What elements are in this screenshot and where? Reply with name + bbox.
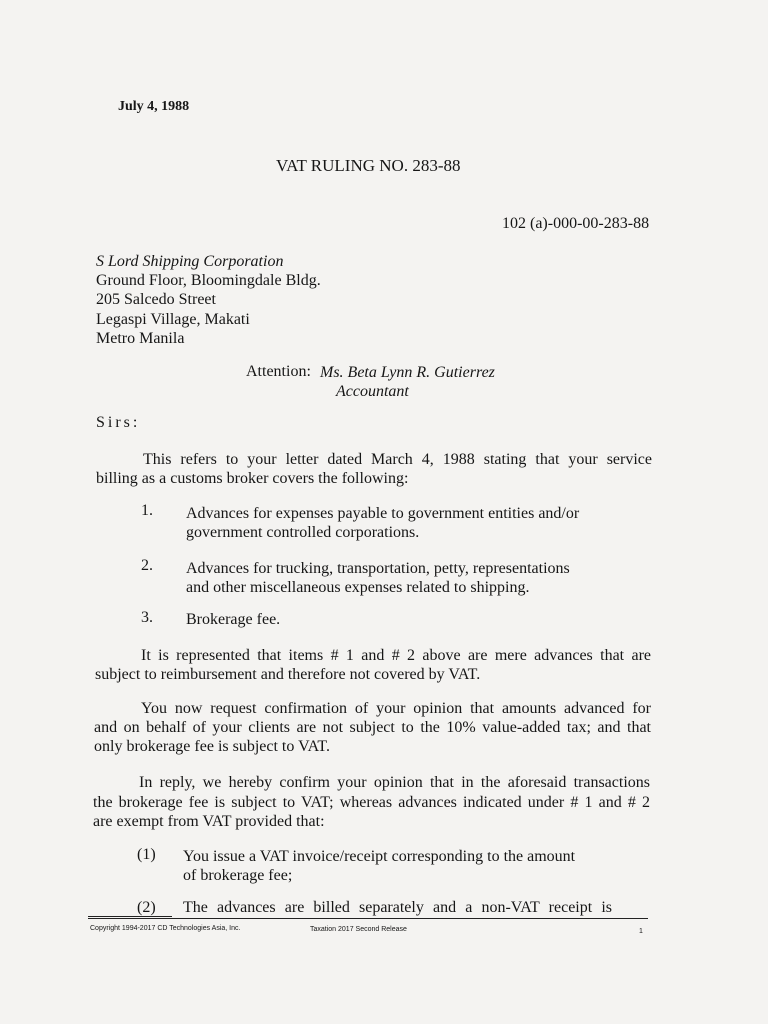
list-item-line: Advances for expenses payable to government entities and/or xyxy=(186,505,580,522)
paragraph-line: only brokerage fee is subject to VAT. xyxy=(94,738,330,755)
paragraph-line: It is represented that items # 1 and # 2 above are mere advances that are xyxy=(141,647,651,664)
paragraph-line: You now request confirmation of your opinion that amounts advanced for xyxy=(141,700,651,717)
condition-number: (1) xyxy=(137,846,156,863)
attention-title: Accountant xyxy=(336,383,409,400)
list-item-line: Advances for trucking, transportation, petty, representations xyxy=(186,560,570,577)
ruling-title: VAT RULING NO. 283-88 xyxy=(276,156,461,175)
list-item-line: government controlled corporations. xyxy=(186,524,420,541)
list-item-line: Brokerage fee. xyxy=(186,611,281,628)
footer-page-number: 1 xyxy=(639,928,643,935)
list-item-line: and other miscellaneous expenses related to shipping. xyxy=(186,579,530,596)
list-item-number: 1. xyxy=(141,502,153,519)
attention-name: Ms. Beta Lynn R. Gutierrez xyxy=(320,364,495,381)
letter-date: July 4, 1988 xyxy=(118,99,190,114)
footer-rule xyxy=(88,916,172,917)
address-line: Ground Floor, Bloomingdale Bldg. xyxy=(96,272,321,289)
address-line: Legaspi Village, Makati xyxy=(96,311,250,328)
footer-release: Taxation 2017 Second Release xyxy=(310,926,407,933)
salutation: Sirs: xyxy=(96,414,141,431)
paragraph-line: This refers to your letter dated March 4, 1988 stating that your service xyxy=(143,451,652,468)
address-line: 205 Salcedo Street xyxy=(96,291,216,308)
attention-label: Attention: xyxy=(246,363,311,380)
condition-line: The advances are billed separately and a non-VAT receipt is xyxy=(183,899,612,916)
paragraph-line: In reply, we hereby confirm your opinion that in the aforesaid transactions xyxy=(139,774,650,791)
paragraph-line: the brokerage fee is subject to VAT; whereas advances indicated under # 1 and # 2 xyxy=(93,794,650,811)
address-line: Metro Manila xyxy=(96,330,185,347)
footer-rule xyxy=(88,918,648,919)
list-item-number: 3. xyxy=(141,609,153,626)
paragraph-line: and on behalf of your clients are not subject to the 10% value-added tax; and that xyxy=(94,719,651,736)
condition-number: (2) xyxy=(137,899,156,916)
footer-copyright: Copyright 1994-2017 CD Technologies Asia, Inc. xyxy=(90,925,241,932)
addressee-company: S Lord Shipping Corporation xyxy=(96,253,284,270)
paragraph-line: billing as a customs broker covers the following: xyxy=(96,470,409,487)
condition-line: You issue a VAT invoice/receipt corresponding to the amount xyxy=(183,848,576,865)
condition-line: of brokerage fee; xyxy=(183,867,293,884)
list-item-number: 2. xyxy=(141,557,153,574)
paragraph-line: subject to reimbursement and therefore not covered by VAT. xyxy=(95,666,481,683)
ruling-reference: 102 (a)-000-00-283-88 xyxy=(502,215,650,232)
paragraph-line: are exempt from VAT provided that: xyxy=(93,813,325,830)
